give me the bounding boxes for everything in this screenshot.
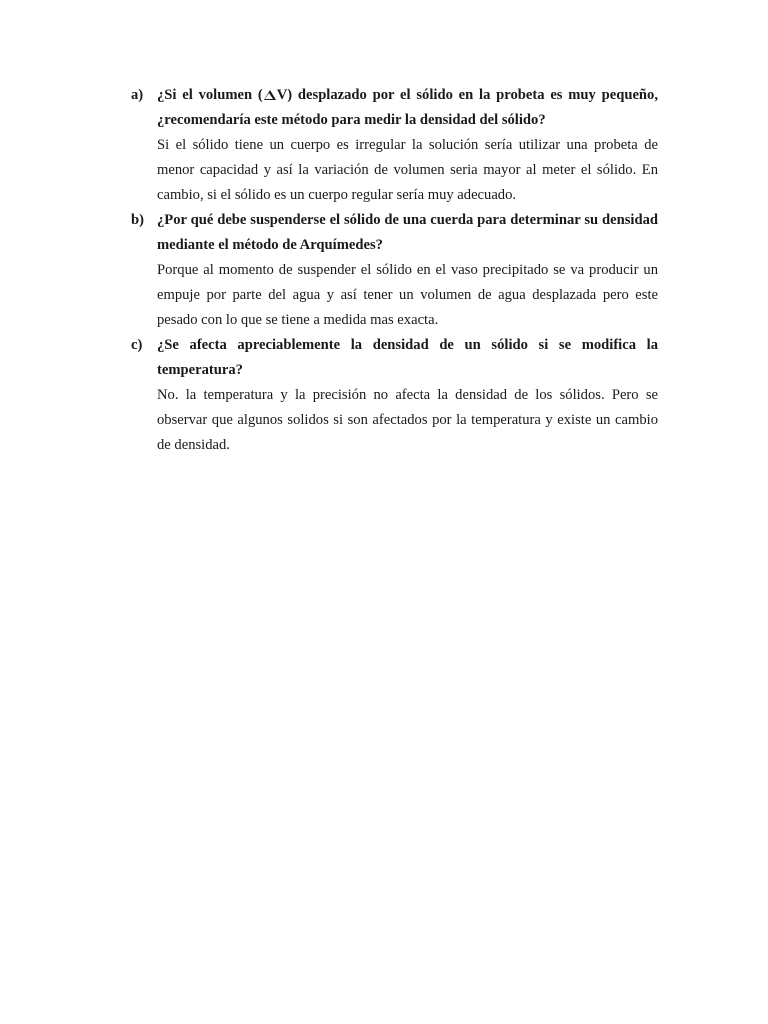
question-text: ¿Se afecta apreciablemente la densidad de un sólido si se modifica la temperatura?: [157, 337, 658, 378]
question-text: ¿Por qué debe suspenderse el sólido de una cuerda para determinar su densidad mediante el método de Arquímedes?: [157, 212, 658, 253]
question-text-start: ¿Si el volumen (: [157, 87, 263, 103]
item-marker: c): [131, 337, 143, 353]
item-marker: a): [131, 87, 144, 103]
question-text: [157, 83, 658, 133]
question-item-b: [131, 208, 658, 333]
question-item-c: [131, 333, 658, 458]
answer-text: No. la temperatura y la precisión no afecta la densidad de los sólidos. Pero se observar que algunos solidos si son afectados por la temperatura y existe un cambio de densidad.: [157, 387, 658, 453]
answer-text: Si el sólido tiene un cuerpo es irregular la solución sería utilizar una probeta de menor capacidad y así la variación de volumen seria mayor al meter el sólido. En cambio, si el sólido es un cuerpo regular sería muy adecuado.: [157, 137, 658, 203]
item-marker: b): [131, 212, 144, 228]
question-list: [131, 83, 658, 458]
question-item-a: [131, 83, 658, 208]
question-text-end: V) desplazado por el sólido en la probeta es muy pequeño, ¿recomendaría este método para medir la densidad del sólido?: [157, 87, 658, 128]
answer-text: Porque al momento de suspender el sólido en el vaso precipitado se va producir un empuje por parte del agua y así tener un volumen de agua desplazada pero este pesado con lo que se tiene a medida mas exacta.: [157, 262, 658, 328]
triangle-delta-icon: [264, 90, 276, 100]
